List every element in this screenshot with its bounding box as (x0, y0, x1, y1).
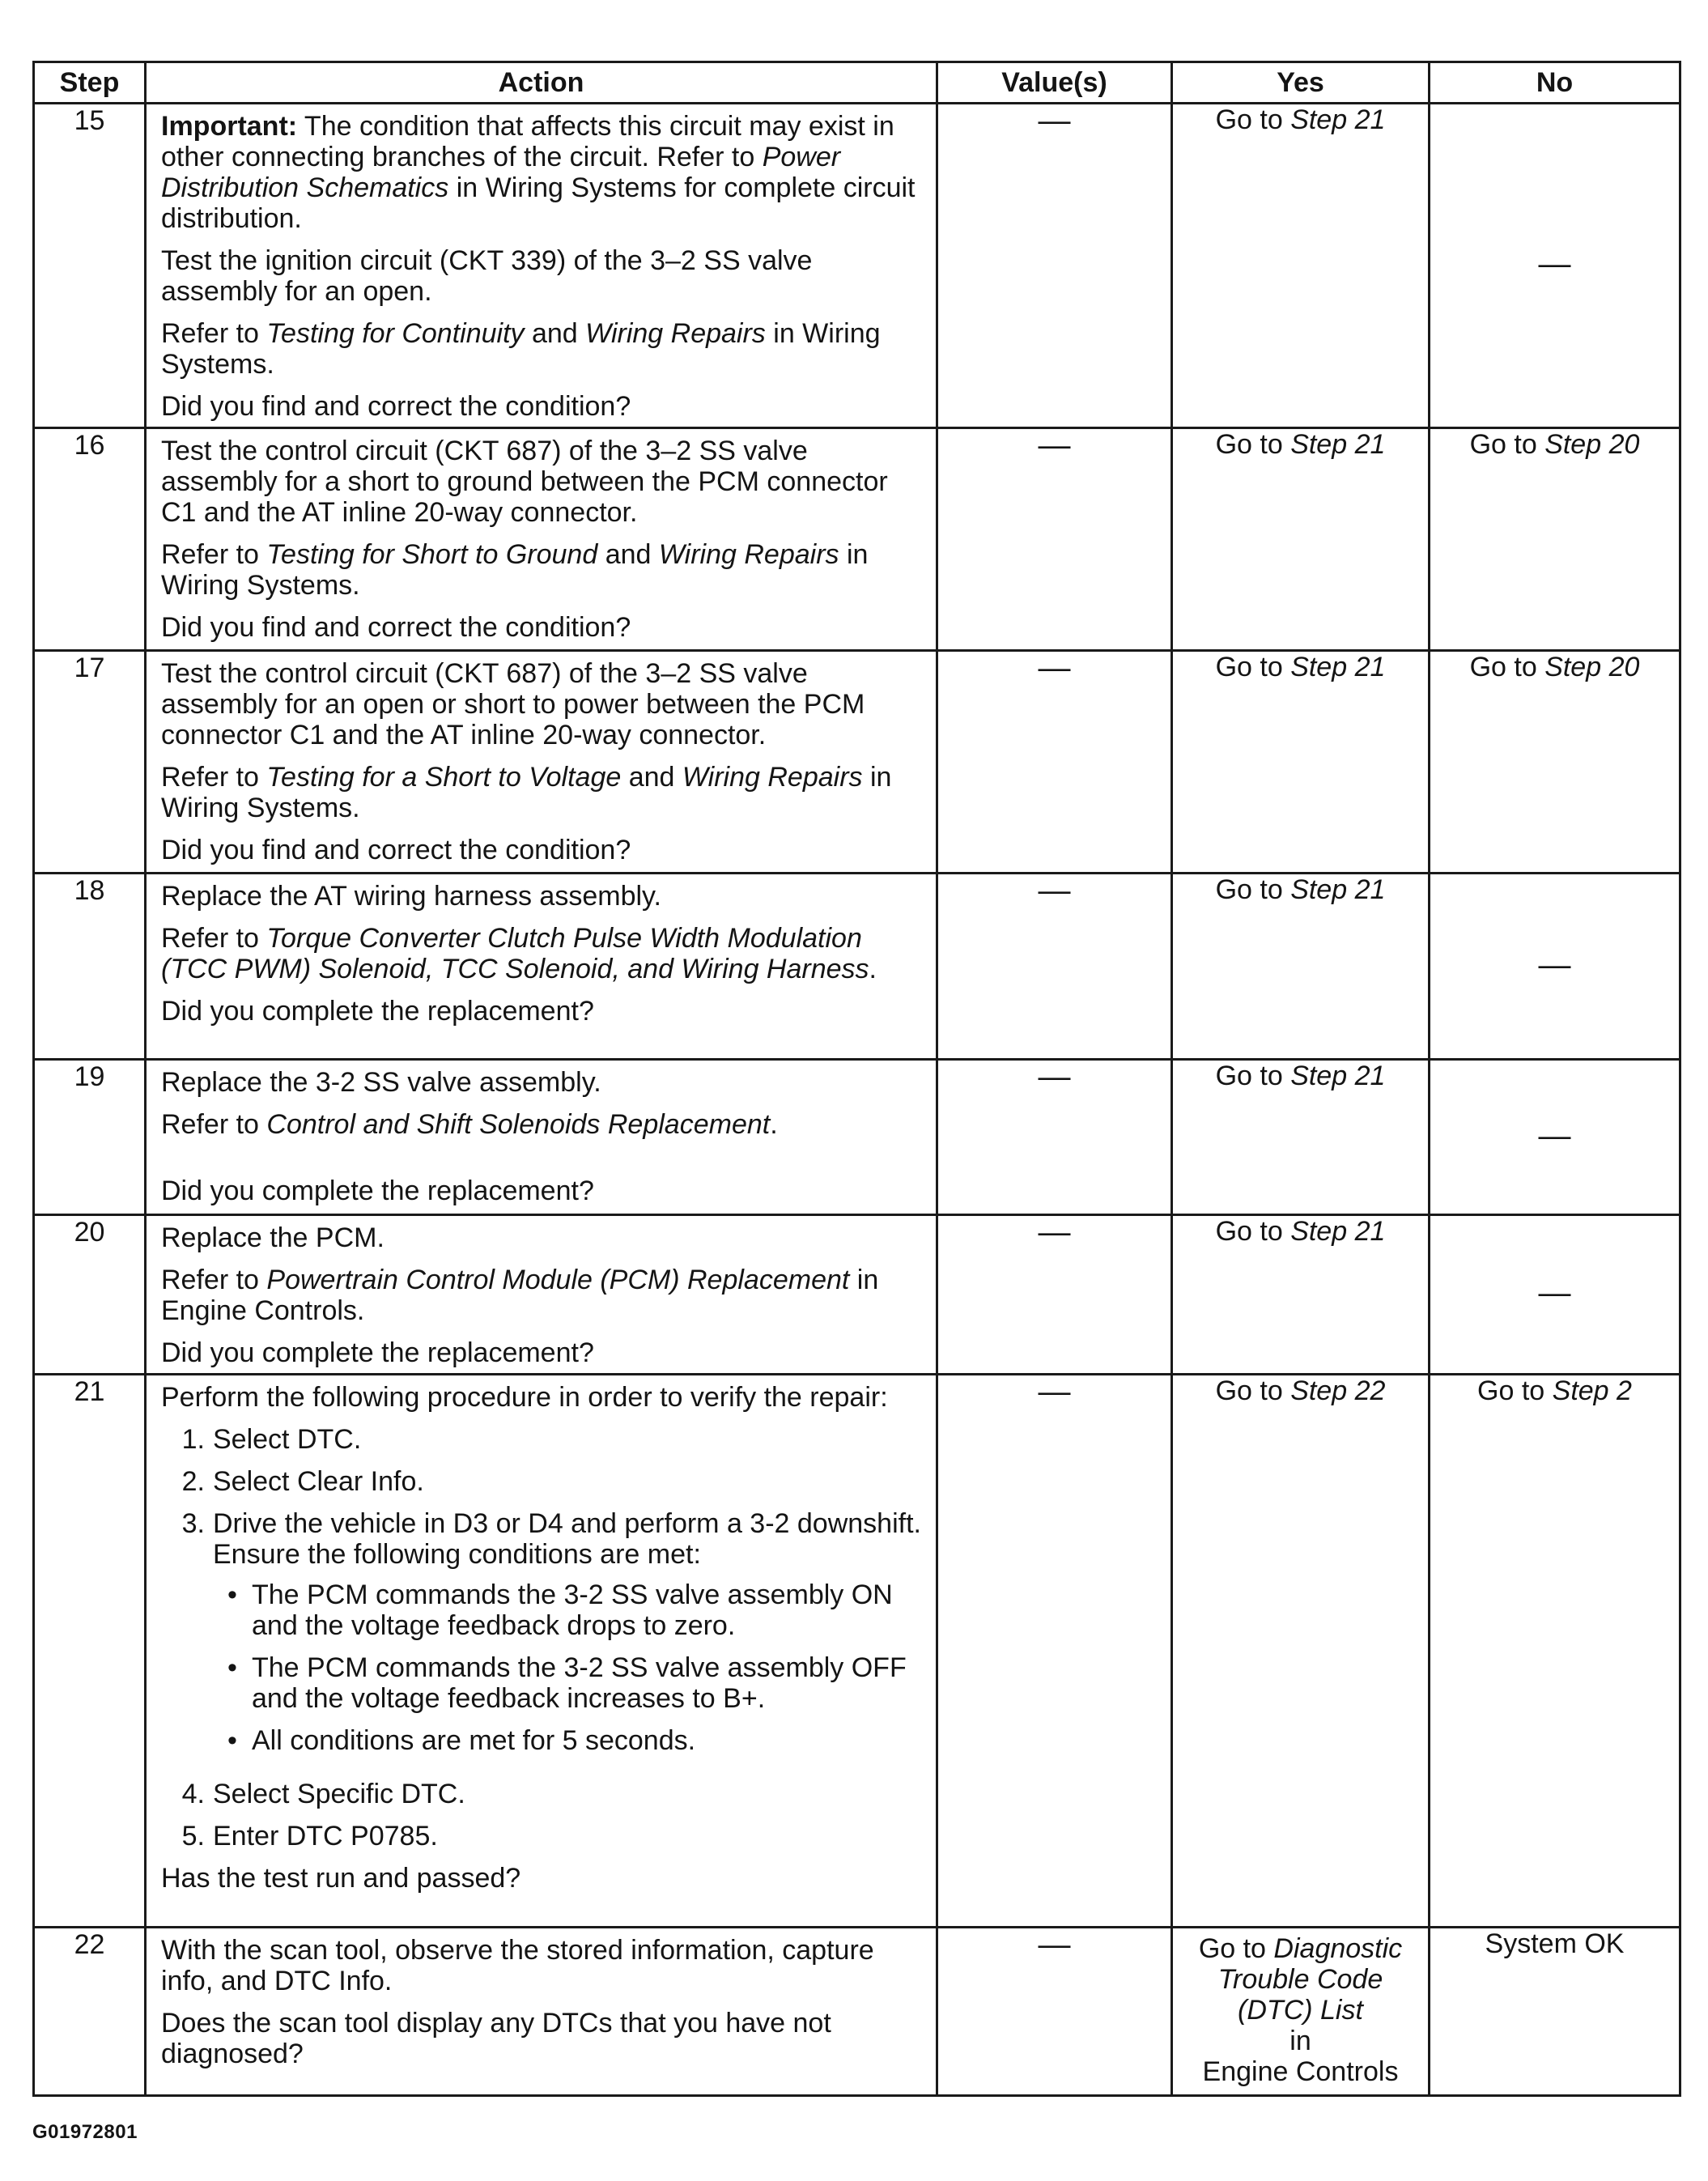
reference-link: Control and Shift Solenoids Replacement (266, 1109, 771, 1140)
reference-link: Testing for a Short to Voltage (266, 762, 622, 793)
bullet-icon: • (227, 1725, 237, 1756)
table-row-step-19 (34, 1060, 1680, 1215)
step-reference: Step 22 (1290, 1375, 1386, 1406)
instruction: Replace the PCM. (161, 1222, 385, 1253)
condition-item: • The PCM commands the 3-2 SS valve assembly OFF and the voltage feedback increases to B+. (213, 1652, 924, 1714)
reference-link: Torque Converter Clutch Pulse Width Modulation (TCC PWM) Solenoid, TCC Solenoid, and Wiring Harness (161, 923, 869, 984)
reference-link: Wiring Repairs (682, 762, 863, 793)
procedure-step: 4. Select Specific DTC. (181, 1779, 465, 1809)
instruction: Replace the AT wiring harness assembly. (161, 881, 661, 912)
value-cell: — (937, 651, 1172, 874)
step-reference: Step 20 (1544, 652, 1640, 682)
reference-link: Testing for Continuity (266, 318, 525, 349)
question: Did you find and correct the condition? (161, 391, 631, 422)
refer-line: Refer to Testing for Short to Ground and Wiring Repairs in Wiring Systems. (161, 539, 869, 601)
no-cell: — (1430, 1060, 1680, 1215)
table-row-step-20 (34, 1215, 1680, 1375)
refer-line: Refer to Testing for a Short to Voltage and Wiring Repairs in Wiring Systems. (161, 762, 892, 823)
procedure-list (161, 1424, 924, 1852)
action-cell (146, 1215, 937, 1375)
bullet-icon: • (227, 1579, 237, 1610)
procedure-step: 3. Drive the vehicle in D3 or D4 and perform a 3-2 downshift. Ensure the following conditions are met: • The PCM commands the 3-2 SS valve assembly ON and the voltage feedback drops to zero. • The PCM commands the 3-2 SS valve assembly OFF and the voltage feedback increases to B+. • All conditions are met for 5 seconds. (161, 1508, 924, 1767)
question: Did you find and correct the condition? (161, 835, 631, 865)
action-cell (146, 1060, 937, 1215)
reference-link: Testing for Short to Ground (266, 539, 598, 570)
table-row-step-21 (34, 1375, 1680, 1928)
header-yes: Yes (1172, 62, 1430, 104)
table-row-step-16 (34, 428, 1680, 651)
test-instruction: Test the control circuit (CKT 687) of the 3–2 SS valve assembly for an open or short to power between the PCM connector C1 and the AT inline 20-way connector. (161, 658, 865, 750)
step-number: 15 (34, 104, 146, 428)
value-cell: — (937, 1928, 1172, 2096)
procedure-step: 5. Enter DTC P0785. (181, 1821, 438, 1852)
value-cell: — (937, 1060, 1172, 1215)
action-cell (146, 1375, 937, 1928)
yes-cell: Go to Step 21 (1172, 1060, 1430, 1215)
no-cell: — (1430, 104, 1680, 428)
yes-cell: Go to Step 21 (1172, 874, 1430, 1060)
step-reference: Step 21 (1290, 429, 1386, 460)
condition-item: • The PCM commands the 3-2 SS valve assembly ON and the voltage feedback drops to zero. (213, 1579, 924, 1641)
table-row-step-17 (34, 651, 1680, 874)
step-reference: Step 21 (1290, 874, 1386, 905)
no-cell: System OK (1430, 1928, 1680, 2096)
yes-cell: Go to Step 21 (1172, 1215, 1430, 1375)
action-cell (146, 651, 937, 874)
refer-line: Refer to Control and Shift Solenoids Replacement. (161, 1109, 778, 1140)
yes-cell: Go to Diagnostic Trouble Code (DTC) List in Engine Controls (1172, 1928, 1430, 2096)
procedure-step: 2. Select Clear Info. (181, 1466, 424, 1497)
procedure-step: 1. Select DTC. (181, 1424, 362, 1455)
reference-link: Powertrain Control Module (PCM) Replacement (266, 1265, 850, 1295)
no-cell: Go to Step 2 (1430, 1375, 1680, 1928)
condition-list (213, 1579, 924, 1756)
question: Does the scan tool display any DTCs that you have not diagnosed? (161, 2008, 831, 2069)
action-cell (146, 1928, 937, 2096)
value-cell: — (937, 104, 1172, 428)
instruction: Replace the 3-2 SS valve assembly. (161, 1067, 601, 1098)
reference-link: Wiring Repairs (658, 539, 839, 570)
question: Did you complete the replacement? (161, 1337, 594, 1368)
value-cell: — (937, 874, 1172, 1060)
no-cell: — (1430, 874, 1680, 1060)
test-instruction: Test the control circuit (CKT 687) of the 3–2 SS valve assembly for a short to ground between the PCM connector C1 and the AT inline 20-way connector. (161, 436, 888, 528)
question: Did you find and correct the condition? (161, 612, 631, 643)
instruction: Perform the following procedure in order to verify the repair: (161, 1382, 888, 1413)
refer-line: Refer to Testing for Continuity and Wiring Repairs in Wiring Systems. (161, 318, 881, 380)
header-no: No (1430, 62, 1680, 104)
step-reference: Step 2 (1552, 1375, 1632, 1406)
action-cell (146, 104, 937, 428)
table-row-step-22 (34, 1928, 1680, 2096)
table-row-step-18 (34, 874, 1680, 1060)
reference-link: Diagnostic Trouble Code (DTC) List (1217, 1933, 1403, 2026)
step-number: 21 (34, 1375, 146, 1928)
step-reference: Step 21 (1290, 652, 1386, 682)
yes-cell: Go to Step 21 (1172, 651, 1430, 874)
yes-cell: Go to Step 21 (1172, 104, 1430, 428)
reference-link: Wiring Repairs (585, 318, 766, 349)
refer-line: Refer to Torque Converter Clutch Pulse Width Modulation (TCC PWM) Solenoid, TCC Solenoid, and Wiring Harness. (161, 923, 877, 984)
step-number: 18 (34, 874, 146, 1060)
no-cell: Go to Step 20 (1430, 428, 1680, 651)
important-label: Important: (161, 111, 298, 142)
question: Did you complete the replacement? (161, 1176, 594, 1206)
value-cell: — (937, 1215, 1172, 1375)
yes-cell: Go to Step 21 (1172, 428, 1430, 651)
reference-link: Power Distribution Schematics (161, 142, 841, 203)
question: Did you complete the replacement? (161, 996, 594, 1027)
question: Has the test run and passed? (161, 1863, 521, 1894)
step-number: 20 (34, 1215, 146, 1375)
value-cell: — (937, 1375, 1172, 1928)
no-cell: — (1430, 1215, 1680, 1375)
step-number: 17 (34, 651, 146, 874)
action-cell (146, 874, 937, 1060)
header-action: Action (146, 62, 937, 104)
table-header-row (34, 62, 1680, 104)
condition-item: • All conditions are met for 5 seconds. (213, 1725, 924, 1756)
diagnostic-table (32, 61, 1681, 2097)
figure-id: G01972801 (32, 2121, 138, 2143)
step-number: 16 (34, 428, 146, 651)
step-reference: Step 21 (1290, 1216, 1386, 1247)
important-note: Important: The condition that affects this circuit may exist in other connecting branches of the circuit. Refer to Power Distribution Schematics in Wiring Systems for complete circuit distribution. (161, 111, 916, 234)
action-cell (146, 428, 937, 651)
test-instruction: Test the ignition circuit (CKT 339) of the 3–2 SS valve assembly for an open. (161, 245, 813, 307)
bullet-icon: • (227, 1652, 237, 1683)
no-cell: Go to Step 20 (1430, 651, 1680, 874)
instruction: With the scan tool, observe the stored information, capture info, and DTC Info. (161, 1935, 874, 1996)
step-number: 19 (34, 1060, 146, 1215)
step-number: 22 (34, 1928, 146, 2096)
step-reference: Step 20 (1544, 429, 1640, 460)
step-reference: Step 21 (1290, 104, 1386, 135)
header-step: Step (34, 62, 146, 104)
value-cell: — (937, 428, 1172, 651)
refer-line: Refer to Powertrain Control Module (PCM) Replacement in Engine Controls. (161, 1265, 879, 1326)
header-values: Value(s) (937, 62, 1172, 104)
yes-cell: Go to Step 22 (1172, 1375, 1430, 1928)
table-row-step-15 (34, 104, 1680, 428)
step-reference: Step 21 (1290, 1061, 1386, 1091)
